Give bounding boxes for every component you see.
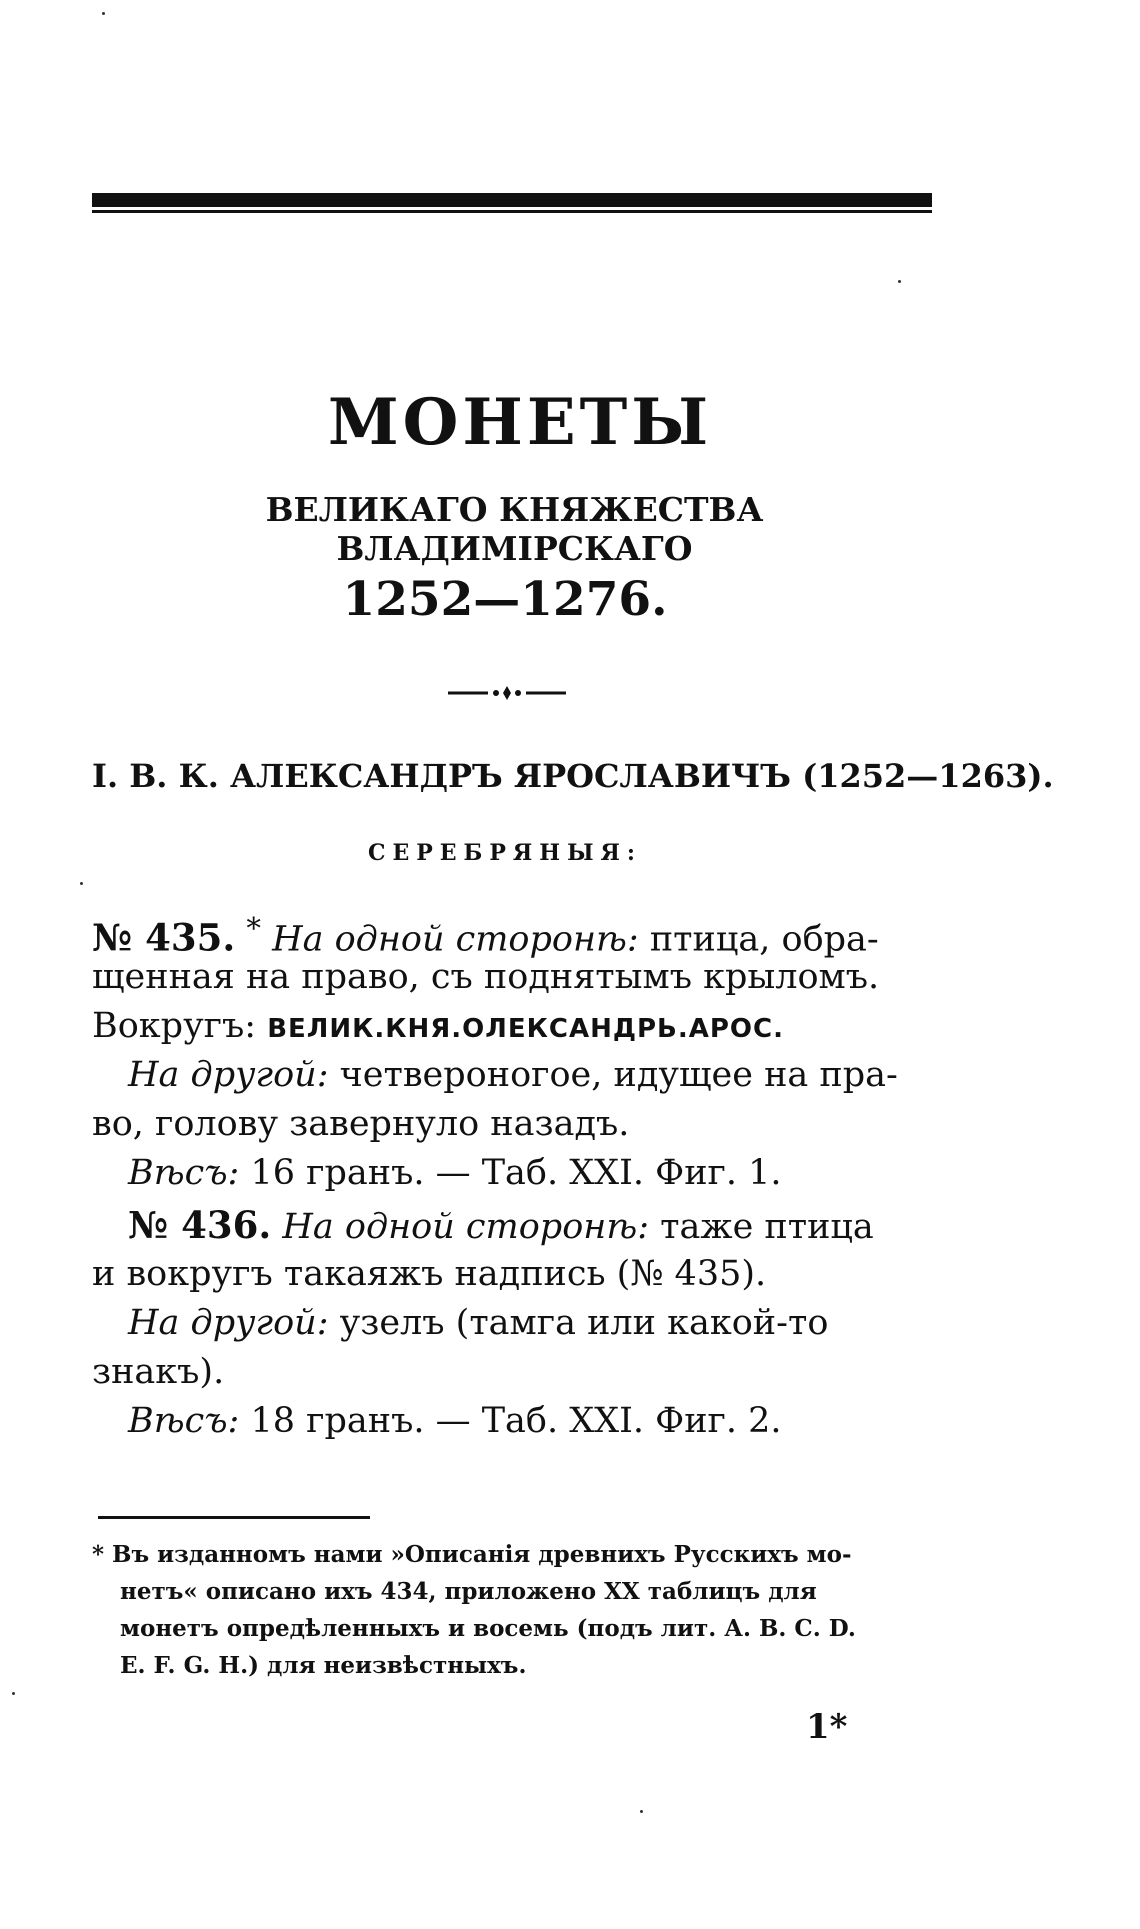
entry-436-line-3 (128, 1301, 828, 1345)
entry-436-line-2: и вокругъ такаяжъ надпись (№ 435). (92, 1254, 767, 1294)
section-subheading: СЕРЕБРЯНЫЯ: (367, 840, 643, 866)
paper-speck (12, 1692, 15, 1695)
period-years: 1252—1276. (342, 572, 668, 627)
entry-label: На одной сторонѣ: (272, 919, 639, 960)
entry-436-line-1 (128, 1203, 874, 1249)
page-title: МОНЕТЫ (327, 385, 713, 460)
entry-label: Вѣсъ: (128, 1401, 240, 1441)
paper-speck (640, 1810, 643, 1813)
entry-435-line-3 (92, 1004, 784, 1051)
footnote-marker: * (246, 911, 261, 945)
header-rule-thick (92, 193, 932, 207)
paper-speck (898, 280, 901, 283)
section-heading: I. В. К. АЛЕКСАНДРЪ ЯРОСЛАВИЧЪ (1252—1263). (92, 757, 1054, 795)
entry-text: Вокругъ: (92, 1006, 257, 1046)
entry-435-line-5: во, голову завернуло назадъ. (92, 1104, 630, 1144)
entry-text: узелъ (тамга или какой-то (339, 1303, 829, 1343)
footnote-rule (98, 1516, 370, 1519)
entry-436-line-5 (128, 1399, 782, 1443)
footnote-line-4: Е. F. G. Н.) для неизвѣстныхъ. (120, 1652, 527, 1679)
entry-label: На одной сторонѣ: (282, 1207, 649, 1247)
signature-mark: 1* (806, 1707, 848, 1747)
footnote-line-1: * Въ изданномъ нами »Описанія древнихъ Русскихъ мо- (92, 1541, 852, 1568)
entry-text: 18 гранъ. — Таб. XXI. Фиг. 2. (250, 1401, 782, 1441)
entry-435-line-2: щенная на право, съ поднятымъ крыломъ. (92, 957, 880, 997)
entry-436-line-4: знакъ). (92, 1352, 225, 1392)
entry-number: № 435. (92, 915, 236, 960)
entry-text: четвероногое, идущее на пра- (339, 1055, 898, 1095)
entry-label: На другой: (128, 1055, 329, 1095)
entry-text: таже птица (660, 1207, 874, 1247)
entry-label: Вѣсъ: (128, 1153, 240, 1193)
page-subtitle: ВЕЛИКАГО КНЯЖЕСТВА ВЛАДИМІРСКАГО (265, 490, 764, 568)
entry-text: птица, обра- (649, 919, 879, 960)
entry-435-line-1 (92, 906, 879, 962)
entry-435-line-6 (128, 1151, 782, 1195)
entry-label: На другой: (128, 1303, 329, 1343)
footnote-line-3: монетъ опредѣленныхъ и восемь (подъ лит. А. В. С. D. (120, 1615, 856, 1642)
ornament-divider-icon (448, 686, 566, 700)
coin-inscription: ВЕЛИК.КНЯ.ОЛЕКСАНДРЬ.АРОС. (267, 1014, 784, 1044)
entry-number: № 436. (128, 1203, 272, 1247)
entry-435-line-4 (128, 1053, 898, 1097)
entry-text: 16 гранъ. — Таб. XXI. Фиг. 1. (250, 1153, 782, 1193)
header-rule-thin (92, 210, 932, 213)
paper-speck (102, 12, 105, 15)
paper-speck (80, 882, 83, 885)
footnote-line-2: нетъ« описано ихъ 434, приложено XX таблицъ для (120, 1578, 817, 1605)
